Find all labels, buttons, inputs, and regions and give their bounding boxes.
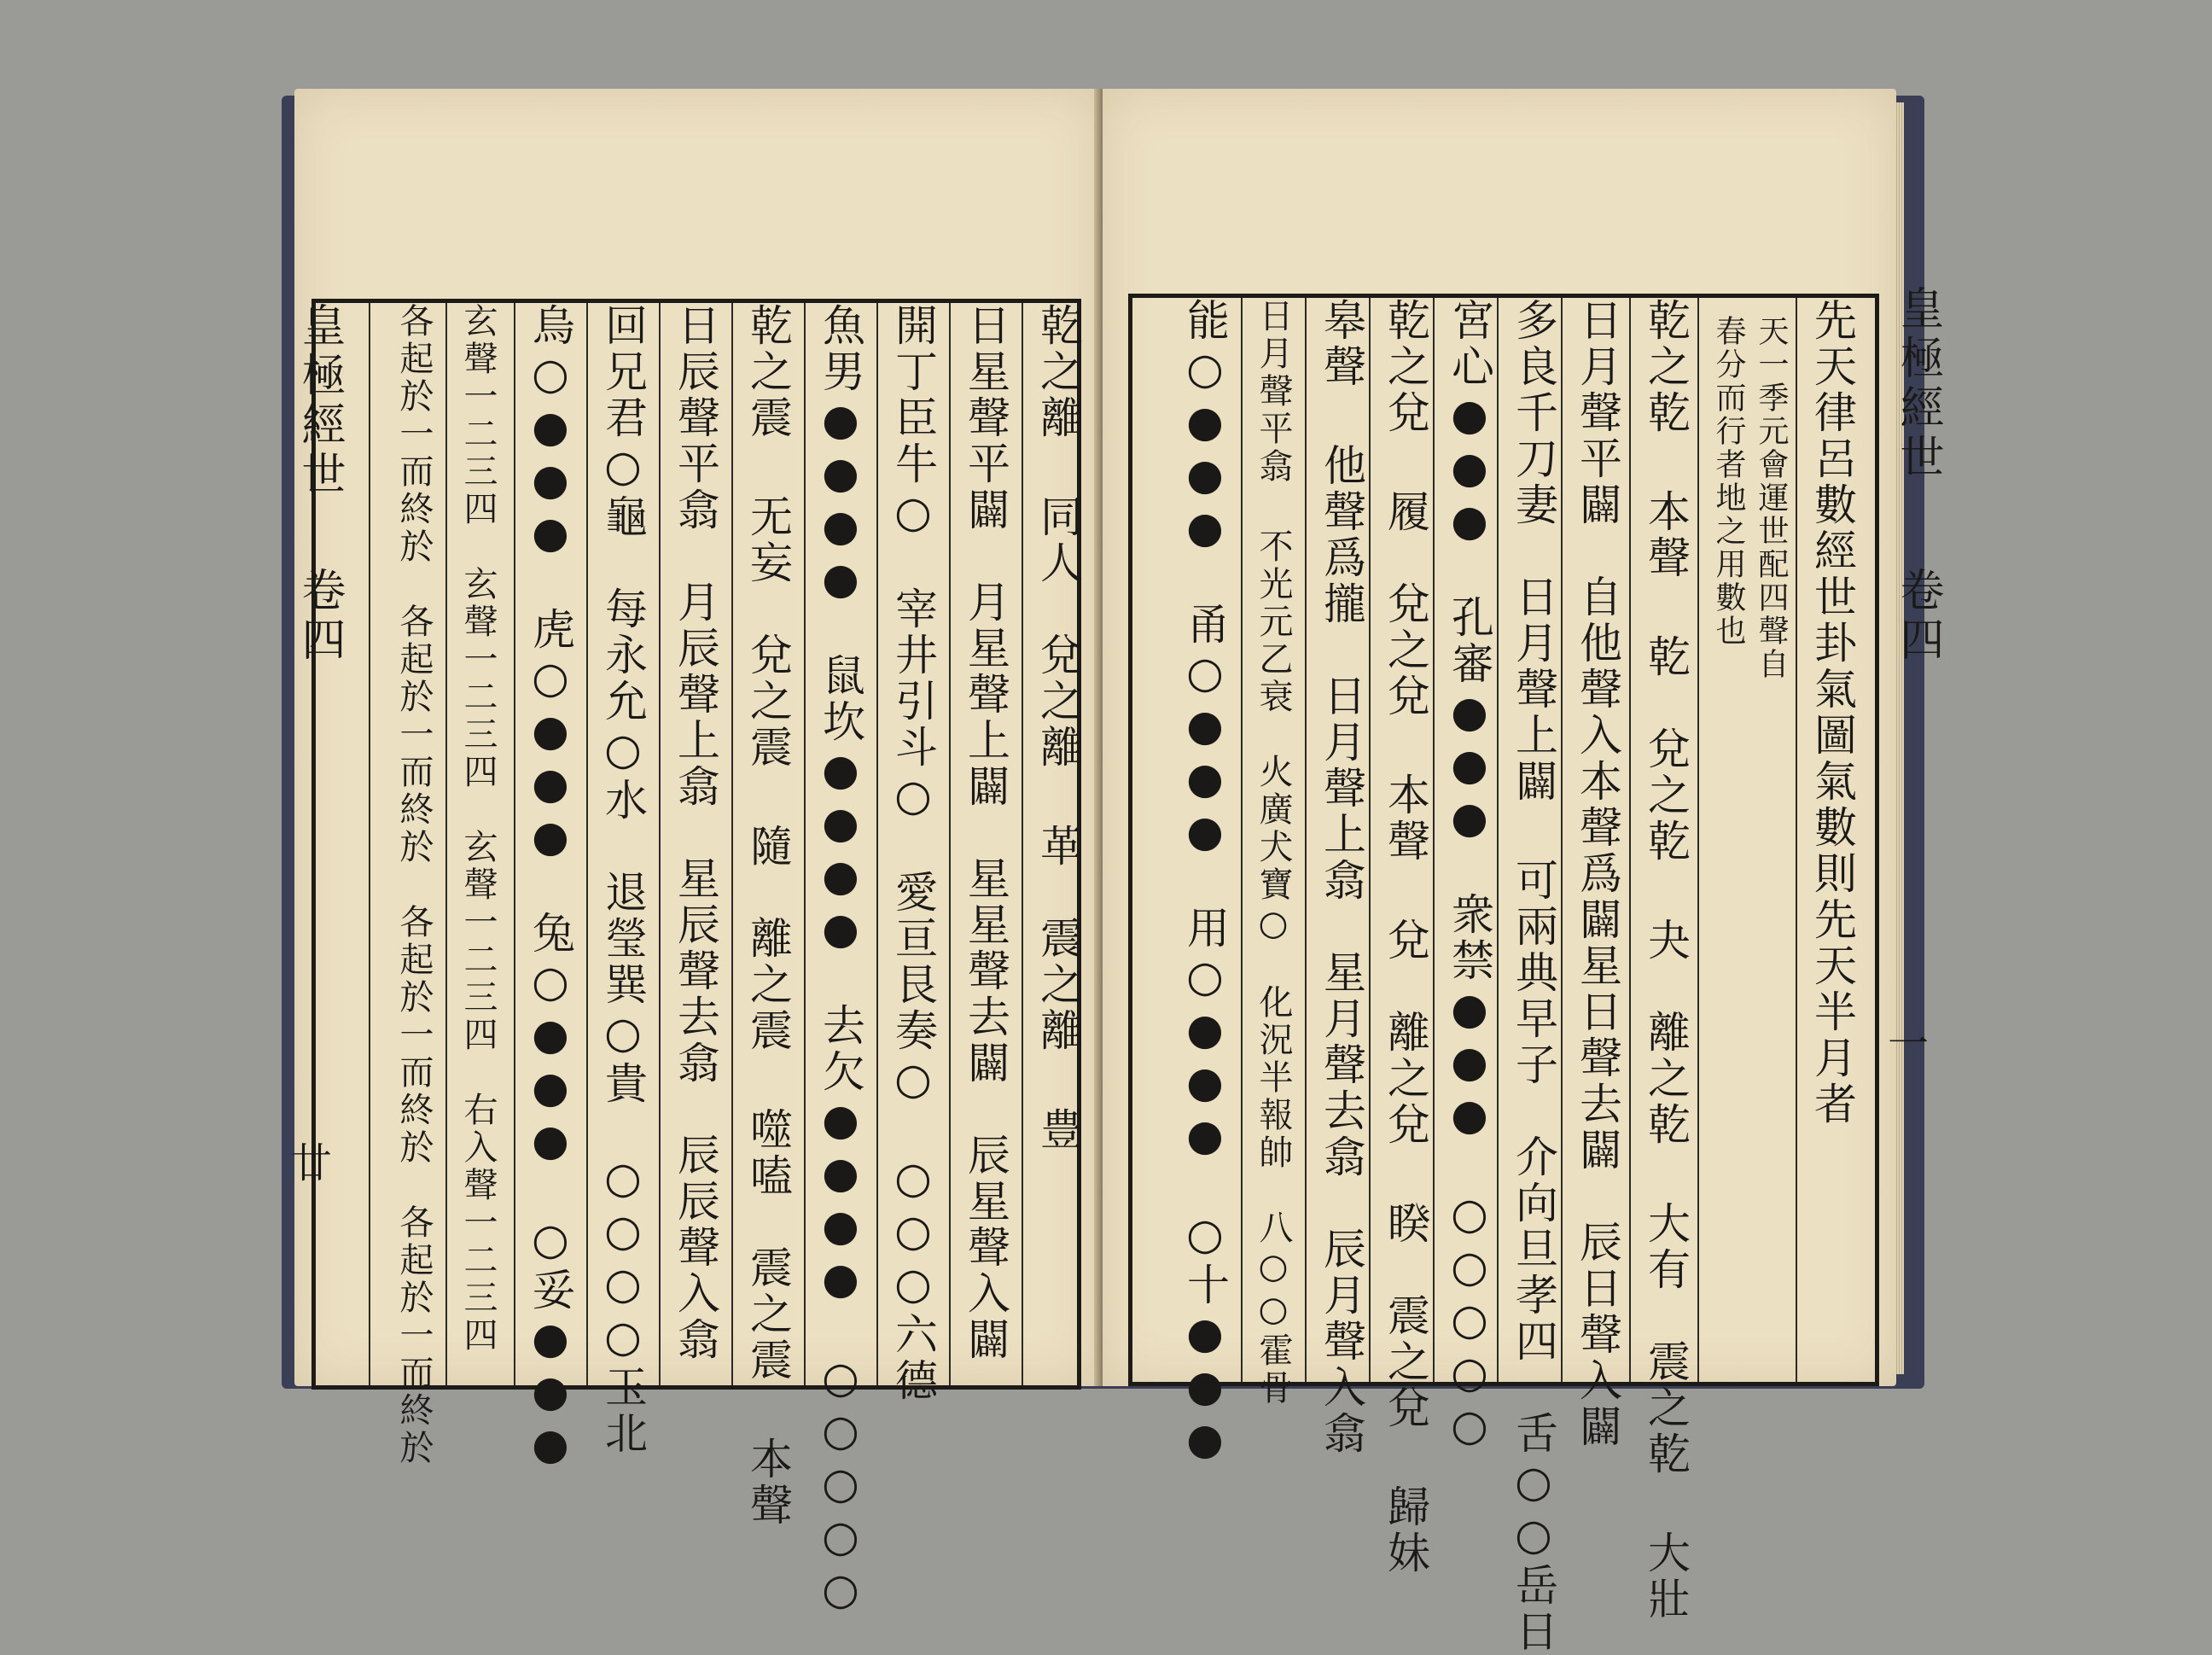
left-page-frame: [311, 299, 1083, 1617]
right-col-11: 能○●●● 甬○●●● 用○●●● ○十●●●: [1180, 298, 1230, 1467]
right-sidebar-title: 皇極經世: [1892, 285, 1943, 483]
left-col-5: 乾之震 无妄 兌之震 隨 離之震 噬嗑 震之震 本聲: [743, 303, 793, 1529]
left-folio: 廿: [291, 1139, 333, 1187]
right-page: [1103, 89, 1943, 1655]
right-folio: 一: [1888, 1020, 1930, 1068]
right-col-1: 先天律呂數經世卦氣圖氣數則先天半月者: [1807, 298, 1857, 1128]
right-col-6: 多良千刀妻 日月聲上闢 可兩典早子 介向旦孝四 舌○○岳日: [1509, 298, 1558, 1655]
right-sidebar-volume: 卷四: [1892, 567, 1943, 666]
right-col-4: 乾之乾 本聲 乾 兌之乾 夬 離之乾 大有 震之乾 大壯: [1641, 298, 1691, 1623]
left-col-8: 烏○●●● 虎○●●● 兔○●●● ○妥●●●: [526, 303, 575, 1472]
right-col-5: 日月聲平闢 自他聲入本聲爲闢星日聲去闢 辰日聲入闢: [1573, 298, 1622, 1450]
left-sidebar-volume: 卷四: [294, 567, 345, 666]
left-col-2: 日星聲平闢 月星聲上闢 星星聲去闢 辰星聲入闢: [961, 303, 1010, 1363]
left-col-6: 日辰聲平翕 月辰聲上翕 星辰聲去翕 辰辰聲入翕: [671, 303, 720, 1363]
left-page: [291, 89, 1099, 1617]
left-col-1: 乾之離 同人 兌之離 革 震之離 豊: [1033, 303, 1083, 1153]
right-col-9: 皋聲 他聲爲攏 日月聲上翕 星月聲去翕 辰月聲入翕: [1317, 298, 1366, 1457]
left-col-7: 回兄君○龜 每永允○水 退瑩巽○貴 ○○○○玉北: [598, 303, 648, 1457]
right-col-7: 宮心●●● 孔審●●● 衆禁●●● ○○○○○: [1445, 298, 1494, 1454]
right-col-2: 天一季元會運世配四聲自: [1754, 315, 1789, 681]
right-col-8: 乾之兌 履 兌之兌 本聲 兌 離之兌 睽 震之兌 歸妹: [1381, 298, 1430, 1576]
left-col-9: 玄聲一二三四 玄聲一二三四 玄聲一二三四 右入聲一二三四: [458, 303, 498, 1355]
right-col-10: 日月聲平翕 不光元乙衰 火廣犬寶○ 化況半報帥 八○○霍骨: [1254, 298, 1293, 1407]
right-col-3: 春分而行者地之用數也: [1711, 315, 1746, 648]
left-col-10: 各起於一而終於 各起於一而終於 各起於一而終於 各起於一而終於: [394, 303, 434, 1467]
left-sidebar-title: 皇極經世: [294, 302, 345, 500]
left-col-4: 魚男●●●● 鼠坎●●●● 去欠●●●● ○○○○○: [816, 303, 865, 1617]
right-page-frame: [1128, 294, 1879, 1655]
left-col-3: 開丁臣牛○ 宰井引斗○ 愛亘艮奏○ ○○○六德: [888, 303, 938, 1404]
